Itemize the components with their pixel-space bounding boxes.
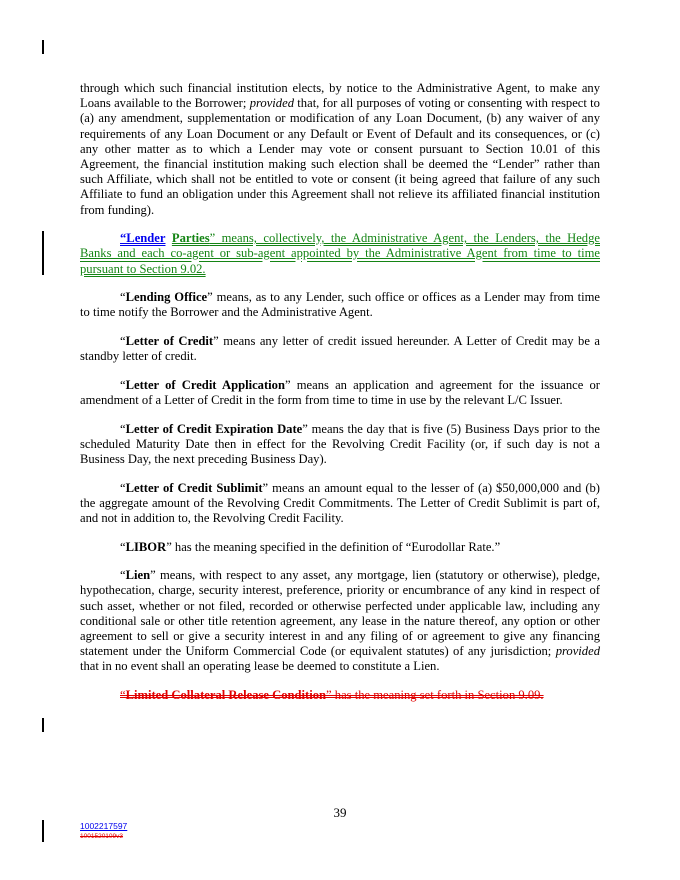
definition-letter-of-credit-sublimit: “Letter of Credit Sublimit” means an amount equal to the lesser of (a) $50,000,000 and (b) the aggregate amount of the Revolving Credit Commitments. The Letter of Credit Sublimit is part of, and not in addition to, the Revolving Credit Facility. <box>80 480 601 526</box>
definition-lien: “Lien” means, with respect to any asset, any mortgage, lien (statutory or otherwise), pledge, hypothecation, charge, security interest, preference, priority or encumbrance of any kind in respect of such asset, whether or not filed, recorded or otherwise perfected under applicable law, including any conditional sale or other title retention agreement, any lease in the nature thereof, any option or other agreement to sell or give a security interest in and any filing of or agreement to give any financing statement under the Uniform Commercial Code (or equivalent statutes) of any jurisdiction; provided that in no event shall an operating lease be deemed to constitute a Lien. <box>80 568 600 674</box>
inserted-term: “Lender <box>120 231 166 246</box>
deleted-text: “Limited Collateral Release Condition” has the meaning set forth in Section 9.09. <box>120 688 544 703</box>
document-body <box>80 81 600 703</box>
defined-term: Letter of Credit Expiration Date <box>125 421 303 436</box>
document-id: 1002217597 <box>80 821 128 831</box>
paragraph-continuation: through which such financial institution elects, by notice to the Administrative Agent, to make any Loans available to the Borrower; provided that, for all purposes of voting or consenting with respect to (a) any amendment, supplementation or modification of any Loan Document, (b) any waiver of any requirements of any Loan Document or any Default or Event of Default and its consequences, or (c) any other matter as to which a Lender may vote or consent pursuant to Section 10.01 of this Agreement, the financial institution making such election shall be deemed the “Lender” rather than such Affiliate, which shall not be entitled to vote or consent (it being agreed that failure of any such Affiliate to fund an obligation under this Agreement shall not relieve its affiliated financial institution from funding). <box>80 81 600 217</box>
definition-lender-parties <box>80 231 600 277</box>
defined-term: Lien <box>125 568 151 583</box>
page-number: 39 <box>333 805 347 820</box>
defined-term: Letter of Credit Sublimit <box>125 480 263 495</box>
definition-letter-of-credit: “Letter of Credit” means any letter of credit issued hereunder. A Letter of Credit may be a standby letter of credit. <box>80 334 600 364</box>
inserted-text: Parties” means, collectively, the Administrative Agent, the Lenders, the Hedge Banks and each co-agent or sub-agent appointed by the Administrative Agent from time to time pursuant to Section 9.02. <box>80 231 600 276</box>
defined-term: Letter of Credit <box>125 334 214 349</box>
change-bar <box>42 40 44 54</box>
definition-lending-office: “Lending Office” means, as to any Lender, such office or offices as a Lender may from time to time notify the Borrower and the Administrative Agent. <box>80 290 600 320</box>
definition-libor: “LIBOR” has the meaning specified in the definition of “Eurodollar Rate.” <box>120 539 501 554</box>
definition-letter-of-credit-application: “Letter of Credit Application” means an application and agreement for the issuance or amendment of a Letter of Credit in the form from time to time in use by the relevant L/C Issuer. <box>80 377 600 408</box>
defined-term: Letter of Credit Application <box>125 377 285 392</box>
change-bar <box>42 231 44 275</box>
defined-term: LIBOR <box>125 539 167 554</box>
deleted-document-id: 1001520109v3 <box>80 833 124 840</box>
definition-letter-of-credit-expiration-date: “Letter of Credit Expiration Date” means the day that is five (5) Business Days prior to the scheduled Maturity Date then in effect for the Revolving Credit Facility (or, if such day is not a Business Day, the next preceding Business Day). <box>80 421 600 467</box>
change-bar <box>42 820 44 842</box>
change-bar <box>42 718 44 732</box>
defined-term: Lending Office <box>125 290 208 305</box>
definition-limited-collateral-release-condition <box>80 688 600 703</box>
